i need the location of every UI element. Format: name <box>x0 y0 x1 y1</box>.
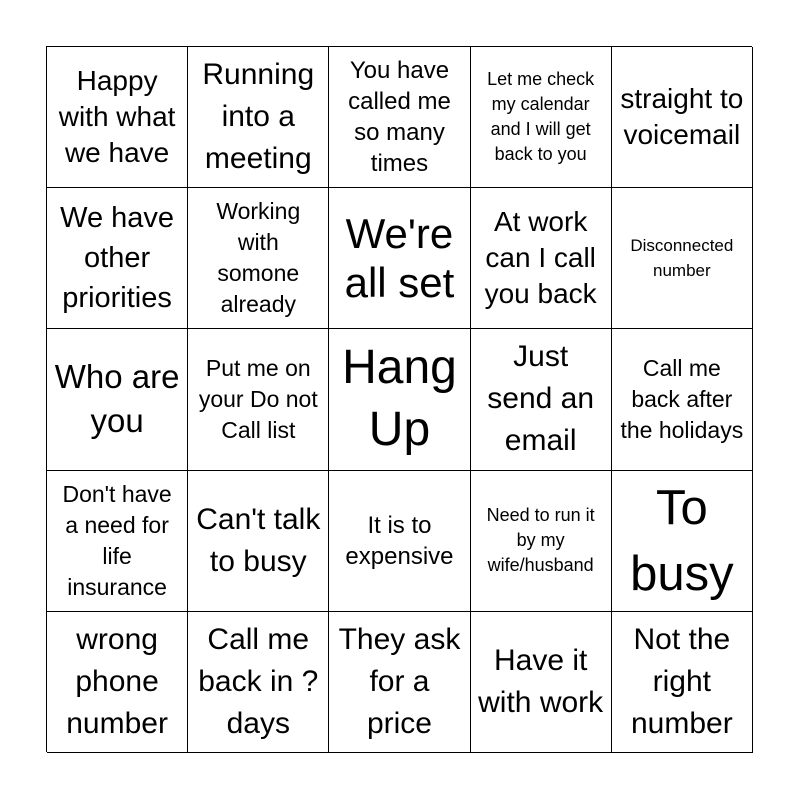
bingo-cell[interactable] <box>188 612 329 753</box>
bingo-cell[interactable] <box>188 329 329 470</box>
bingo-cell[interactable] <box>188 471 329 612</box>
bingo-cell[interactable] <box>612 188 753 329</box>
cell-text: Happy with what we have <box>58 65 176 169</box>
cell-text: Who are you <box>54 358 180 440</box>
bingo-cell[interactable] <box>329 471 470 612</box>
cell-text: We have other priorities <box>60 202 175 315</box>
bingo-cell[interactable] <box>471 471 612 612</box>
cell-text: Disconnected number <box>630 236 734 281</box>
cell-text: Don't have a need for life insurance <box>62 480 172 600</box>
bingo-cell[interactable] <box>47 329 188 470</box>
cell-text: Have it with work <box>478 643 604 719</box>
cell-text: Need to run it by my wife/husband <box>486 505 595 576</box>
cell-text: You have called me so many times <box>348 57 451 178</box>
cell-text: Not the right number <box>630 622 733 740</box>
cell-text: Put me on your Do not Call list <box>198 354 318 443</box>
cell-text: It is to expensive <box>345 511 454 570</box>
bingo-cell[interactable] <box>188 47 329 188</box>
bingo-cell[interactable] <box>471 329 612 470</box>
cell-text: wrong phone number <box>66 622 168 740</box>
bingo-cell[interactable] <box>471 612 612 753</box>
cell-text: To busy <box>630 480 734 601</box>
cell-text: Let me check my calendar and I will get back to you <box>487 69 595 165</box>
bingo-cell[interactable] <box>471 188 612 329</box>
cell-text: We're all set <box>344 210 455 307</box>
bingo-cell[interactable] <box>612 47 753 188</box>
bingo-cell[interactable] <box>47 612 188 753</box>
bingo-cell[interactable] <box>471 47 612 188</box>
cell-text: Just send an email <box>487 340 595 458</box>
bingo-cell[interactable] <box>612 612 753 753</box>
bingo-cell[interactable] <box>329 329 470 470</box>
bingo-cell[interactable] <box>47 47 188 188</box>
bingo-cell[interactable] <box>329 612 470 753</box>
cell-text: At work can I call you back <box>484 206 597 310</box>
cell-text: Call me back in ? days <box>198 622 319 740</box>
cell-text: Working with somone already <box>216 198 301 318</box>
bingo-cell[interactable] <box>612 471 753 612</box>
cell-text: Can't talk to busy <box>196 502 321 578</box>
cell-text: Hang Up <box>342 341 457 457</box>
bingo-cell[interactable] <box>329 47 470 188</box>
bingo-cell[interactable] <box>47 471 188 612</box>
cell-text: They ask for a price <box>338 622 461 740</box>
bingo-cell[interactable] <box>47 188 188 329</box>
bingo-board <box>46 46 752 752</box>
cell-text: Call me back after the holidays <box>620 354 744 443</box>
bingo-cell[interactable] <box>612 329 753 470</box>
bingo-cell[interactable] <box>188 188 329 329</box>
cell-text: Running into a meeting <box>202 58 315 176</box>
cell-text: straight to voicemail <box>620 83 744 151</box>
bingo-cell[interactable] <box>329 188 470 329</box>
